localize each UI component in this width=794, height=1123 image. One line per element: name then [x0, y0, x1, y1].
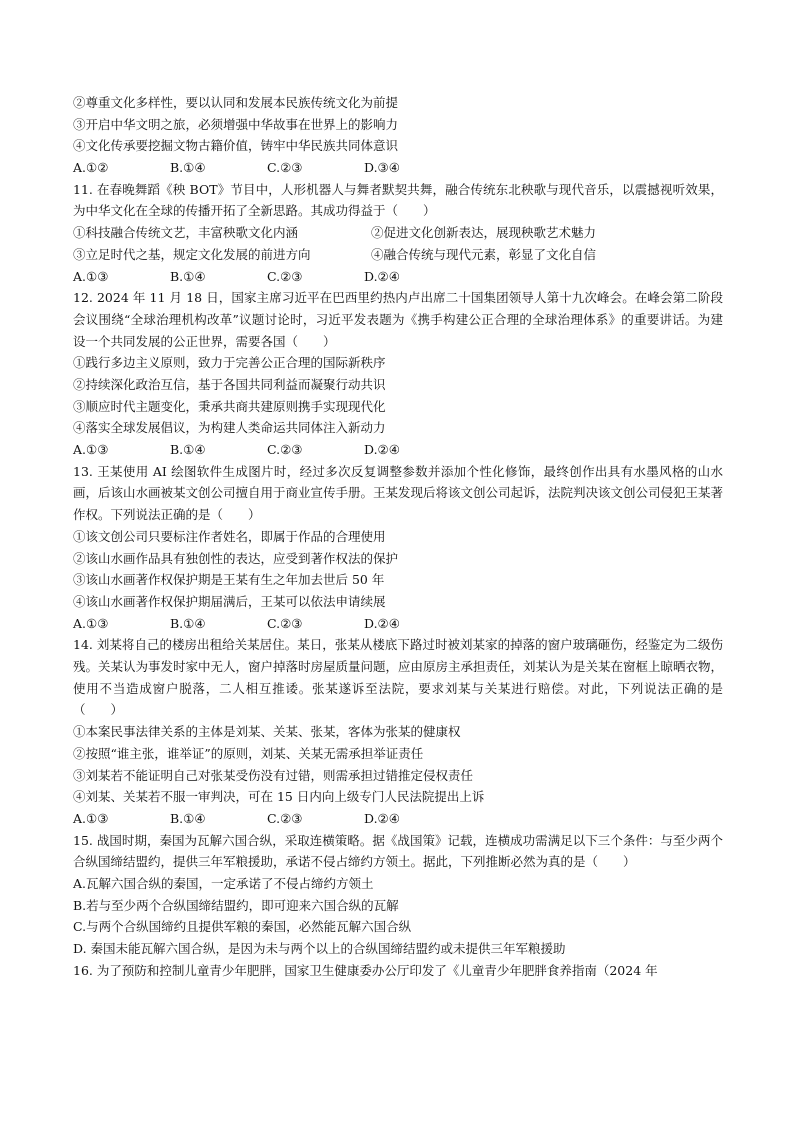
question-11-row-1 [73, 222, 723, 244]
question-12-item-2: ②持续深化政治互信，基于各国共同利益而凝聚行动共识 [73, 377, 386, 393]
question-15-option-a: A.瓦解六国合纵的秦国，一定承诺了不侵占缔约方领土 [73, 875, 374, 891]
question-15-option-d: D. 秦国未能瓦解六国合纵，是因为未与两个以上的合纵国缔结盟约或未提供三年军粮援助 [73, 941, 566, 957]
option-b: B.①④ [170, 615, 206, 631]
option-b: B.①④ [170, 268, 206, 284]
question-15-option-b: B.若与至少两个合纵国缔结盟约，即可迎来六国合纵的瓦解 [73, 897, 399, 913]
question-12-item-4: ④落实全球发展倡议，为构建人类命运共同体注入新动力 [73, 420, 386, 436]
question-14-item-2: ②按照“谁主张，谁举证”的原则，刘某、关某无需承担举证责任 [73, 745, 424, 761]
question-10-item-3: ③开启中华文明之旅，必须增强中华故事在世界上的影响力 [73, 116, 399, 132]
question-13-options [73, 613, 723, 635]
question-13-item-2: ②该山水画作品具有独创性的表达，应受到著作权法的保护 [73, 550, 399, 566]
option-a: A.①③ [73, 442, 109, 458]
option-d: D.③④ [364, 160, 400, 176]
question-10-options [73, 157, 723, 179]
question-11-item-4: ④融合传统与现代元素，彰显了文化自信 [371, 246, 597, 262]
question-11-item-2: ②促进文化创新表达，展现秧歌艺术魅力 [371, 225, 597, 241]
question-15-stem: 15. 战国时期，秦国为瓦解六国合纵，采取连横策略。据《战国策》记载，连横成功需满足以下三个条件：与至少两个合纵国缔结盟约，提供三年军粮援助，承诺不侵占缔约方领土。据此，下列推断必然为真的是（ ） [73, 832, 723, 870]
question-13-stem: 13. 王某使用 AI 绘图软件生成图片时，经过多次反复调整参数并添加个性化修饰，最终创作出具有水墨风格的山水画，后该山水画被某文创公司擅自用于商业宣传手册。王某发现后将该文创公司起诉，法院判决该文创公司侵犯王某著作权。下列说法正确的是（ ） [73, 463, 724, 523]
question-14-item-1: ①本案民事法律关系的主体是刘某、关某、张某，客体为张某的健康权 [73, 724, 461, 740]
question-12-item-3: ③顺应时代主题变化，秉承共商共建原则携手实现现代化 [73, 398, 386, 414]
option-d: D.②④ [364, 442, 400, 458]
option-c: C.②③ [267, 442, 303, 458]
question-10-item-2: ②尊重文化多样性，要以认同和发展本民族传统文化为前提 [73, 95, 399, 110]
option-a: A.①② [73, 160, 109, 176]
exam-page [73, 92, 723, 981]
question-11-options [73, 266, 723, 288]
question-13-item-3: ③该山水画著作权保护期是王某有生之年加去世后 50 年 [73, 572, 385, 588]
option-d: D.②④ [364, 615, 400, 631]
option-b: B.①④ [170, 160, 206, 176]
option-a: A.①③ [73, 810, 109, 826]
option-a: A.①③ [73, 615, 109, 631]
question-15-option-c: C.与两个合纵国缔约且提供军粮的秦国，必然能瓦解六国合纵 [73, 919, 412, 935]
question-11-item-1: ①科技融合传统文艺，丰富秧歌文化内涵 [73, 225, 299, 241]
option-b: B.①④ [170, 442, 206, 458]
question-13-item-4: ④该山水画著作权保护期届满后，王某可以依法申请续展 [73, 593, 386, 609]
question-12-options [73, 439, 723, 461]
option-a: A.①③ [73, 268, 109, 284]
question-14-item-3: ③刘某若不能证明自己对张某受伤没有过错，则需承担过错推定侵权责任 [73, 767, 474, 783]
question-14-stem: 14. 刘某将自己的楼房出租给关某居住。某日，张某从楼底下路过时被刘某家的掉落的窗户玻璃砸伤，经鉴定为二级伤残。关某认为事发时家中无人，窗户掉落时房屋质量问题，应由原房主承担责任，刘某认为是关某在窗框上晾晒衣物，使用不当造成窗户脱落，二人相互推诿。张某遂诉至法院，要求刘某与关某进行赔偿。对此，下列说法正确的是（ ） [73, 637, 724, 718]
question-11-row-2 [73, 244, 723, 266]
option-c: C.②③ [267, 160, 303, 176]
question-10-item-4: ④文化传承要挖掘文物古籍价值，铸牢中华民族共同体意识 [73, 138, 399, 154]
option-b: B.①④ [170, 810, 206, 826]
option-d: D.②④ [364, 268, 400, 284]
question-14-options [73, 808, 723, 830]
question-14-item-4: ④刘某、关某若不服一审判决，可在 15 日内向上级专门人民法院提出上诉 [73, 789, 485, 805]
option-c: C.②③ [267, 268, 303, 284]
question-16-stem: 16. 为了预防和控制儿童青少年肥胖，国家卫生健康委办公厅印发了《儿童青少年肥胖食养指南（2024 年 [73, 962, 658, 978]
option-c: C.②③ [267, 810, 303, 826]
option-c: C.②③ [267, 615, 303, 631]
question-11-item-3: ③立足时代之基，规定文化发展的前进方向 [73, 246, 311, 262]
option-d: D.②④ [364, 810, 400, 826]
question-11-stem: 11. 在春晚舞蹈《秧 BOT》节目中，人形机器人与舞者默契共舞，融合传统东北秧歌与现代音乐，以震撼视听效果，为中华文化在全球的传播开拓了全新思路。其成功得益于（ ） [73, 181, 723, 219]
question-12-item-1: ①践行多边主义原则，致力于完善公正合理的国际新秩序 [73, 355, 386, 371]
question-13-item-1: ①该文创公司只要标注作者姓名，即属于作品的合理使用 [73, 528, 386, 544]
question-12-stem: 12. 2024 年 11 月 18 日，国家主席习近平在巴西里约热内卢出席二十国集团领导人第十九次峰会。在峰会第二阶段会议围绕“全球治理机构改革”议题讨论时，习近平发表题为《携手构建公正合理的全球治理体系》的重要讲话。为建设一个共同发展的公正世界，需要各国（ ） [73, 290, 723, 349]
